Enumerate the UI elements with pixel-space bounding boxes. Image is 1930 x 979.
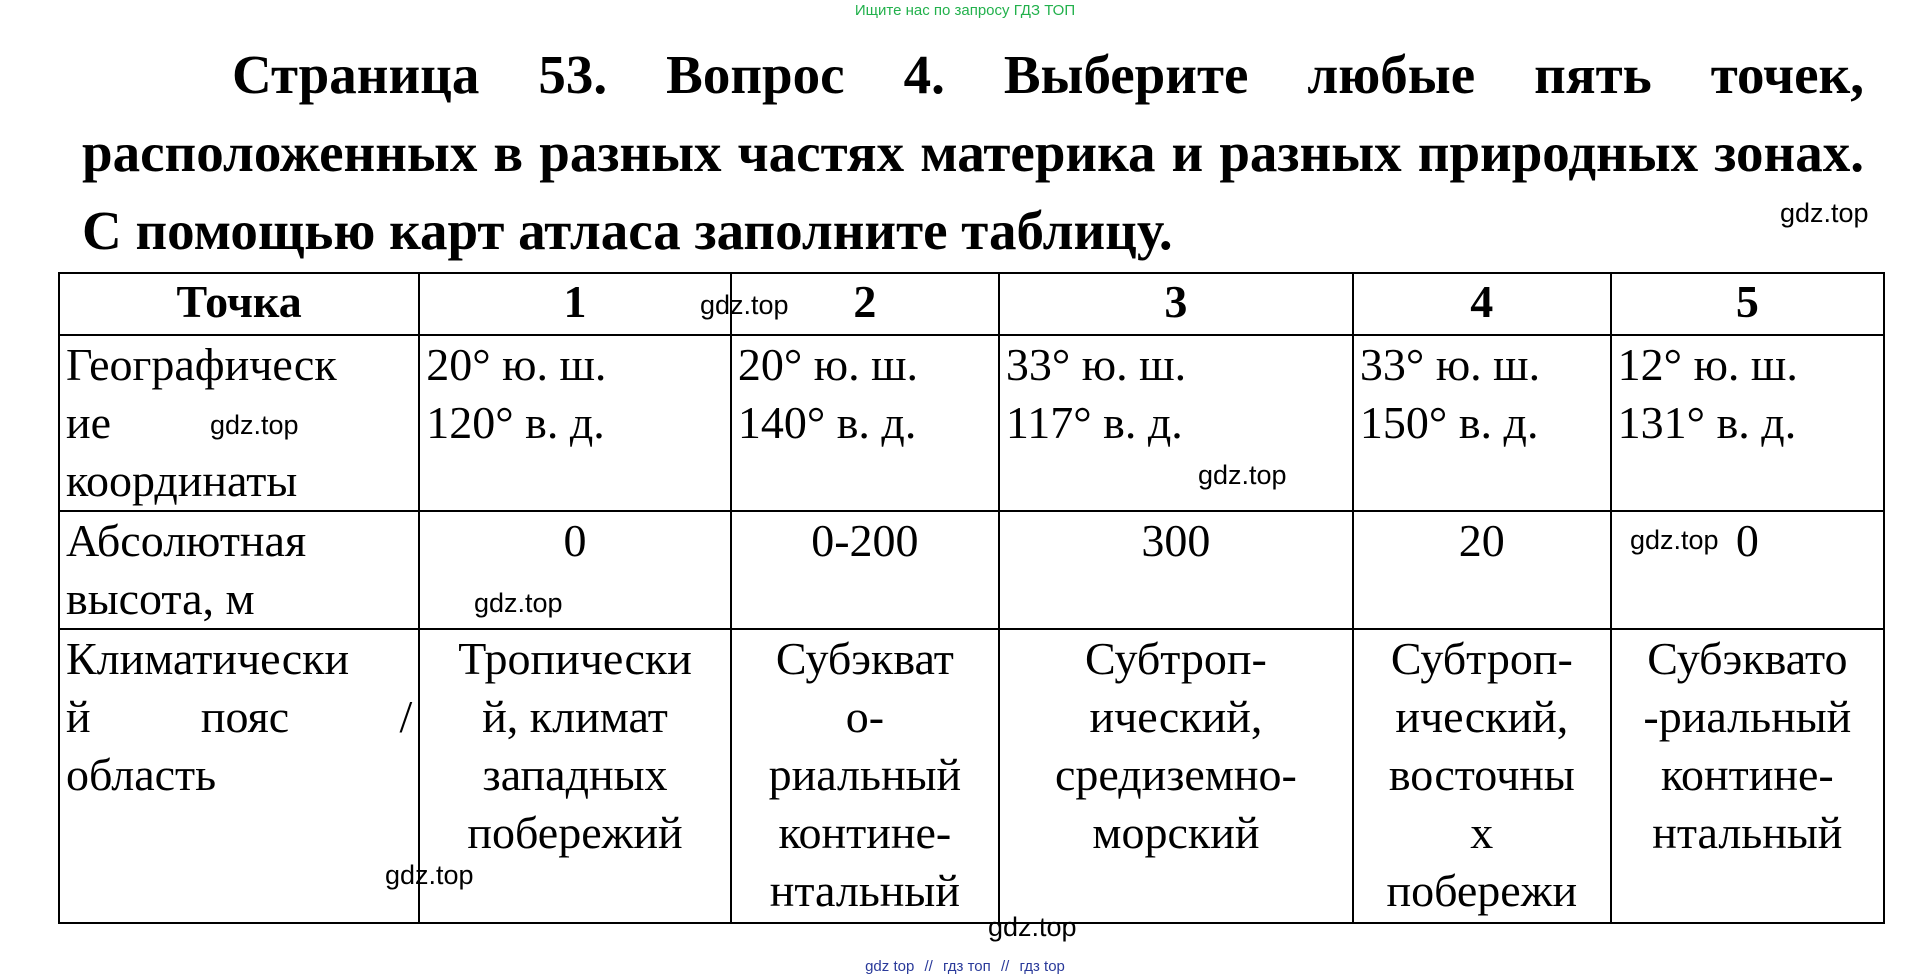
footer-link[interactable]: gdz top	[865, 958, 915, 975]
longitude: 120° в. д.	[426, 397, 605, 448]
climate-line: западных	[482, 749, 668, 800]
climate-line: -риальный	[1643, 691, 1852, 742]
header-cell-3: 3	[999, 273, 1353, 335]
climate-line: о-	[845, 691, 885, 742]
climate-line: средиземно-	[1054, 749, 1297, 800]
climate-line: х	[1470, 807, 1494, 858]
coord-cell-4	[1353, 335, 1611, 511]
row-label-climate	[59, 629, 419, 923]
row-label-line: область	[66, 749, 217, 800]
latitude: 33° ю. ш.	[1005, 339, 1187, 390]
climate-line: восточны	[1388, 749, 1575, 800]
latitude: 33° ю. ш.	[1359, 339, 1541, 390]
altitude-cell-3: 300	[999, 511, 1353, 629]
watermark: gdz.top	[1780, 198, 1869, 228]
header-cell-4: 4	[1353, 273, 1611, 335]
altitude-cell-4: 20	[1353, 511, 1611, 629]
row-label-line: й пояс /	[66, 691, 413, 742]
longitude: 117° в. д.	[1005, 397, 1183, 448]
climate-line: побережи	[1386, 865, 1578, 916]
header-cell-5: 5	[1611, 273, 1884, 335]
altitude-cell-5: 0	[1611, 511, 1884, 629]
climate-line: ический,	[1395, 691, 1569, 742]
header-cell-1: 1	[419, 273, 731, 335]
climate-line: Субэквато	[1647, 633, 1848, 684]
row-label-line: Абсолютная	[66, 515, 307, 566]
row-altitude	[59, 511, 1884, 629]
climate-line: побережий	[467, 807, 683, 858]
climate-line: нтальный	[769, 865, 960, 916]
row-label-line: Климатически	[66, 633, 350, 684]
climate-line: Субтроп-	[1084, 633, 1267, 684]
row-coordinates	[59, 335, 1884, 511]
longitude: 131° в. д.	[1617, 397, 1797, 448]
climate-line: й, климат	[482, 691, 668, 742]
climate-line: нтальный	[1652, 807, 1843, 858]
footer	[0, 958, 1930, 975]
climate-line: риальный	[768, 749, 962, 800]
header-row	[59, 273, 1884, 335]
footer-link[interactable]: гдз топ	[943, 958, 991, 975]
footer-separator: //	[1000, 958, 1010, 975]
longitude: 150° в. д.	[1359, 397, 1539, 448]
data-table	[58, 272, 1885, 924]
climate-line: морский	[1092, 807, 1260, 858]
row-climate	[59, 629, 1884, 923]
header-cell-2: 2	[731, 273, 999, 335]
row-label-line: ие	[66, 397, 112, 448]
climate-line: ический,	[1089, 691, 1263, 742]
watermark: gdz.top	[210, 410, 299, 440]
climate-line: Тропически	[458, 633, 692, 684]
page-heading: Страница 53. Вопрос 4. Выберите любые пять точек, расположенных в разных частях материка и разных природных зонах. С помощью карт атласа заполните таблицу.	[82, 44, 1864, 261]
climate-cell-3	[999, 629, 1353, 923]
climate-line: контине-	[778, 807, 952, 858]
coord-cell-1	[419, 335, 731, 511]
latitude: 12° ю. ш.	[1617, 339, 1798, 390]
watermark: gdz.top	[1630, 525, 1719, 555]
climate-line: контине-	[1660, 749, 1834, 800]
coord-cell-3	[999, 335, 1353, 511]
row-label-line: Географическ	[66, 339, 337, 390]
climate-cell-5	[1611, 629, 1884, 923]
header-cell-point: Точка	[59, 273, 419, 335]
coord-cell-5	[1611, 335, 1884, 511]
top-note: Ищите нас по запросу ГДЗ ТОП	[854, 2, 1076, 19]
watermark: gdz.top	[385, 860, 474, 890]
latitude: 20° ю. ш.	[426, 339, 607, 390]
footer-separator: //	[924, 958, 933, 975]
row-label-altitude	[59, 511, 419, 629]
coord-cell-2	[731, 335, 999, 511]
climate-cell-2	[731, 629, 999, 923]
climate-line: Субтроп-	[1390, 633, 1573, 684]
watermark: gdz.top	[1198, 460, 1287, 490]
row-label-line: высота, м	[66, 573, 255, 624]
altitude-cell-2: 0-200	[731, 511, 999, 629]
watermark: gdz.top	[474, 588, 563, 618]
longitude: 140° в. д.	[737, 397, 917, 448]
watermark: gdz.top	[700, 290, 789, 320]
climate-cell-4	[1353, 629, 1611, 923]
climate-line: Субэкват	[775, 633, 954, 684]
row-label-line: координаты	[66, 455, 298, 506]
altitude-cell-1: 0	[419, 511, 731, 629]
watermark: gdz.top	[988, 912, 1077, 942]
latitude: 20° ю. ш.	[737, 339, 918, 390]
footer-link[interactable]: гдз top	[1019, 958, 1065, 975]
